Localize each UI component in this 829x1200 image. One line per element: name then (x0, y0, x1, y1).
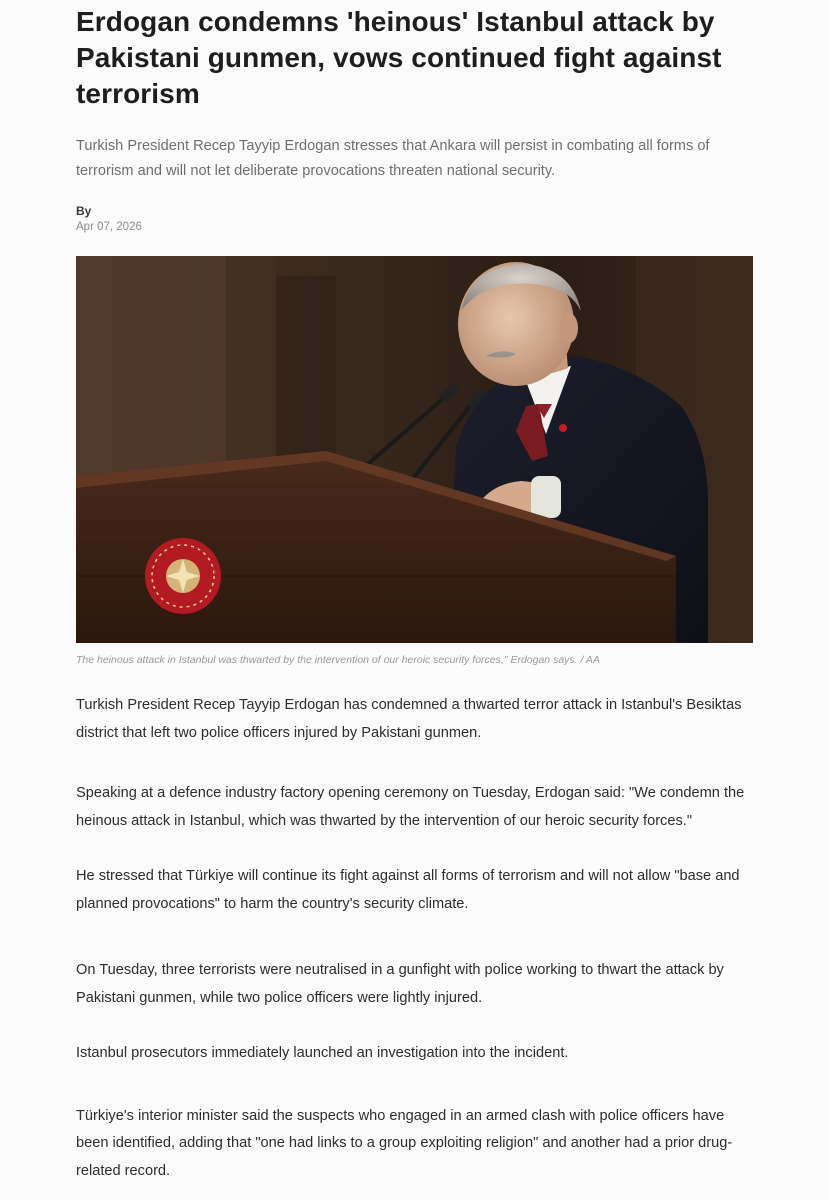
article-paragraph: Istanbul prosecutors immediately launched an investigation into the incident. (76, 1045, 569, 1061)
article-paragraph: Türkiye's interior minister said the suspects who engaged in an armed clash with police officers have been identified, adding that "one had links to a group exploiting religion" and another had a prior drug-related record. (76, 1107, 733, 1179)
article-byline: By (76, 204, 92, 218)
speaker-at-podium-illustration (76, 256, 753, 643)
article-date: Apr 07, 2026 (76, 221, 142, 233)
article-headline: Erdogan condemns 'heinous' Istanbul attack by Pakistani gunmen, vows continued fight against terrorism (76, 6, 722, 109)
article-paragraph: On Tuesday, three terrorists were neutralised in a gunfight with police working to thwart the attack by Pakistani gunmen, while two police officers were lightly injured. (76, 962, 724, 1006)
article-paragraph: Turkish President Recep Tayyip Erdogan has condemned a thwarted terror attack in Istanbul's Besiktas district that left two police officers injured by Pakistani gunmen. (76, 697, 742, 741)
article-paragraph: Speaking at a defence industry factory opening ceremony on Tuesday, Erdogan said: "We condemn the heinous attack in Istanbul, which was thwarted by the intervention of our heroic security forces." (76, 785, 745, 829)
image-caption: The heinous attack in Istanbul was thwarted by the intervention of our heroic security forces," Erdogan says. / AA (76, 654, 600, 666)
article-hero-image (76, 256, 753, 643)
article-paragraph: He stressed that Türkiye will continue its fight against all forms of terrorism and will not allow "base and planned provocations" to harm the country's security climate. (76, 868, 740, 912)
presidential-seal-icon (145, 538, 221, 614)
article-standfirst: Turkish President Recep Tayyip Erdogan stresses that Ankara will persist in combating all forms of terrorism and will not let deliberate provocations threaten national security. (76, 138, 710, 179)
